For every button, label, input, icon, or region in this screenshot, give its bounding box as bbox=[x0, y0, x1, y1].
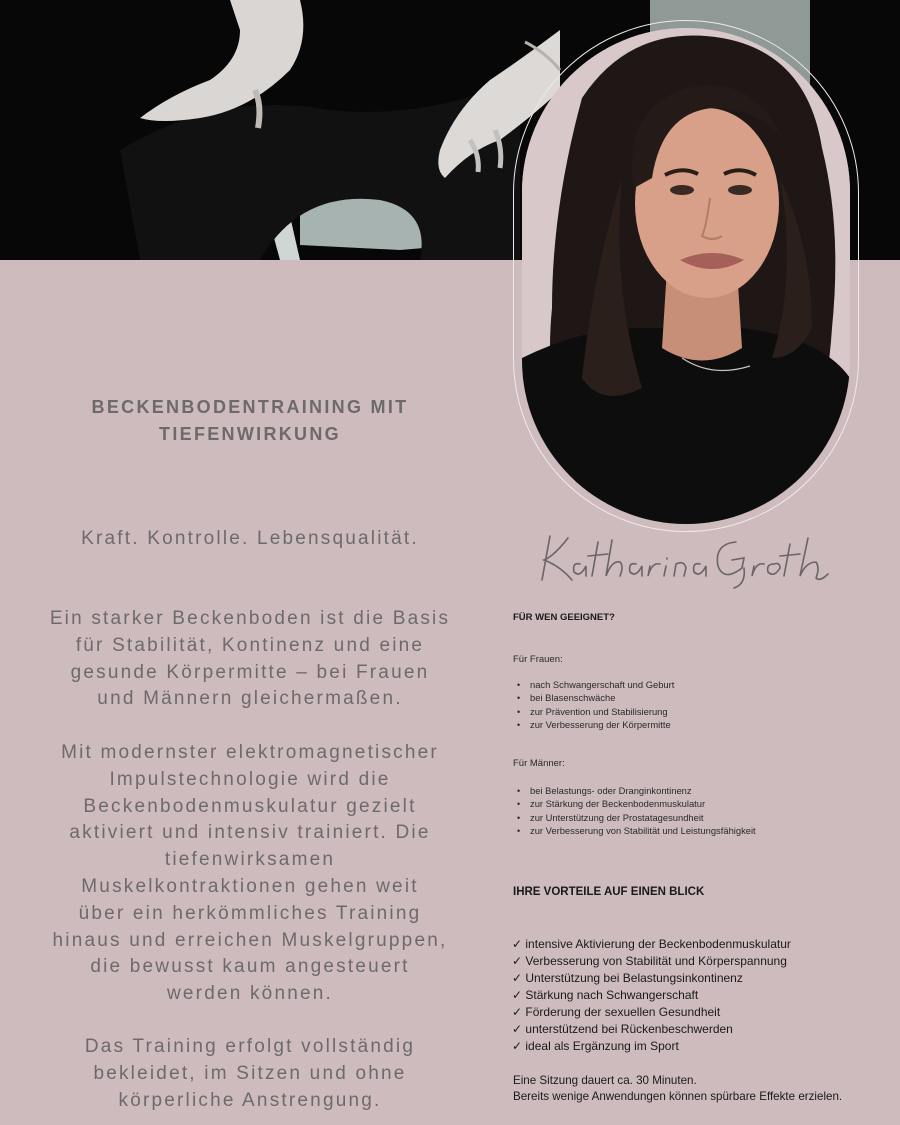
list-item: • bei Belastungs- oder Dranginkontinenz bbox=[517, 784, 756, 797]
woman-portrait bbox=[522, 28, 850, 524]
check-item: ✓ intensive Aktivierung der Beckenbodenmuskulatur bbox=[512, 937, 791, 951]
text-line: Mit modernster elektromagnetischer bbox=[61, 742, 439, 763]
advantages-title: IHRE VORTEILE AUF EINEN BLICK bbox=[513, 886, 705, 898]
text-line: aktiviert und intensiv trainiert. Die bbox=[69, 822, 431, 844]
text-line: körperliche Anstrengung. bbox=[118, 1089, 382, 1111]
text-line: Ein starker Beckenboden ist die Basis bbox=[49, 608, 451, 629]
women-label: Für Frauen: bbox=[513, 654, 563, 665]
text-line: Muskelkontraktionen gehen weit bbox=[81, 875, 419, 897]
check-item: ✓ Stärkung nach Schwangerschaft bbox=[512, 988, 699, 1002]
list-item: • zur Stärkung der Beckenbodenmuskulatur bbox=[517, 797, 756, 810]
closing-note bbox=[513, 1073, 842, 1105]
text-line: bekleidet, im Sitzen und ohne bbox=[93, 1062, 407, 1084]
intro-paragraph bbox=[10, 606, 490, 713]
check-item: ✓ Verbesserung von Stabilität und Körperspannung bbox=[512, 954, 787, 968]
page-title bbox=[30, 394, 470, 448]
comfort-paragraph bbox=[10, 1034, 490, 1114]
list-item: • zur Prävention und Stabilisierung bbox=[517, 705, 674, 718]
text-line: für Stabilität, Kontinenz und eine bbox=[75, 634, 425, 656]
text-line: die bewusst kaum angesteuert bbox=[90, 956, 410, 978]
signature-drawing bbox=[528, 522, 838, 592]
check-item: ✓ unterstützend bei Rückenbeschwerden bbox=[512, 1022, 733, 1036]
text-line: hinaus und erreichen Muskelgruppen, bbox=[52, 929, 448, 951]
title-line-2: TIEFENWIRKUNG bbox=[159, 424, 341, 444]
advantages-list bbox=[512, 936, 791, 1055]
suitable-title: FÜR WEN GEEIGNET? bbox=[513, 612, 615, 623]
check-item: ✓ Unterstützung bei Belastungsinkontinenz bbox=[512, 971, 743, 985]
list-item: • zur Unterstützung der Prostatagesundheit bbox=[517, 811, 756, 824]
text-line: über ein herkömmliches Training bbox=[78, 902, 422, 924]
text-line: und Männern gleichermaßen. bbox=[97, 688, 403, 710]
technology-paragraph bbox=[10, 740, 490, 1008]
session-duration: Eine Sitzung dauert ca. 30 Minuten. bbox=[513, 1074, 697, 1087]
text-line: tiefenwirksamen bbox=[164, 849, 336, 871]
text-line: werden können. bbox=[166, 983, 333, 1005]
list-item: • nach Schwangerschaft und Geburt bbox=[517, 678, 674, 691]
check-item: ✓ ideal als Ergänzung im Sport bbox=[512, 1039, 679, 1053]
text-line: Beckenbodenmuskulatur gezielt bbox=[83, 795, 417, 817]
tagline: Kraft. Kontrolle. Lebensqualität. bbox=[81, 528, 419, 549]
list-item: • zur Verbesserung der Körpermitte bbox=[517, 718, 674, 731]
women-list bbox=[517, 678, 674, 732]
text-line: gesunde Körpermitte – bei Frauen bbox=[70, 661, 430, 683]
title-line-1: BECKENBODENTRAINING MIT bbox=[91, 397, 409, 417]
portrait-photo bbox=[522, 28, 850, 524]
text-line: Das Training erfolgt vollständig bbox=[84, 1036, 416, 1057]
effect-note: Bereits wenige Anwendungen können spürbare Effekte erzielen. bbox=[513, 1090, 843, 1103]
men-label: Für Männer: bbox=[513, 758, 565, 769]
list-item: • bei Blasenschwäche bbox=[517, 691, 674, 704]
check-item: ✓ Förderung der sexuellen Gesundheit bbox=[512, 1005, 721, 1019]
text-line: Impulstechnologie wird die bbox=[109, 768, 391, 790]
men-list bbox=[517, 784, 756, 838]
list-item: • zur Verbesserung von Stabilität und Leistungsfähigkeit bbox=[517, 824, 756, 837]
signature-image bbox=[528, 522, 838, 592]
